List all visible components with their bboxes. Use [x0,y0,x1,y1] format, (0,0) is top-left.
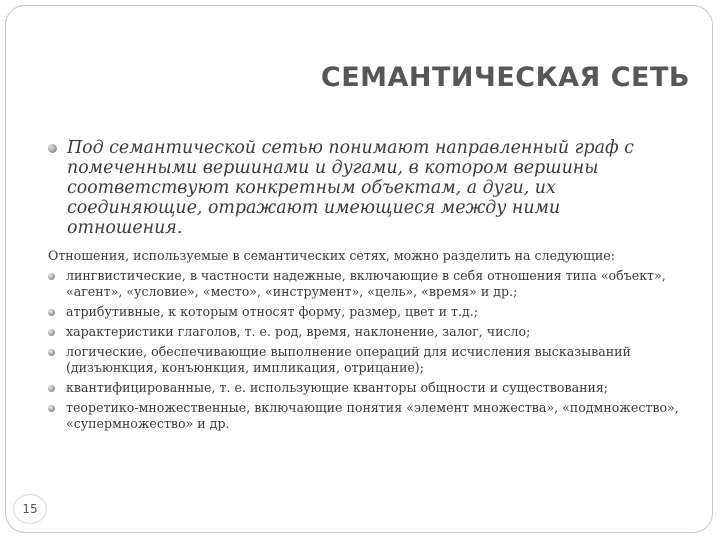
bullet-icon [48,349,55,356]
bullet-icon [48,309,55,316]
list-item-text: квантифицированные, т. е. использующие кванторы общности и существования; [66,380,609,395]
bullet-icon [48,273,55,280]
list-item [48,268,698,300]
main-point-text: Под семантической сетью понимают направленный граф с помеченными вершинами и дугами, в котором вершины соответствуют конкретным объектам, а дуги, их соединяющие, отражают имеющиеся между ними отношения. [67,138,634,238]
bullet-icon [48,385,55,392]
slide-title: СЕМАНТИЧЕСКАЯ СЕТЬ [320,62,690,93]
relations-list [48,268,698,436]
relations-intro: Отношения, используемые в семантических сетях, можно разделить на следующие: [48,248,615,263]
page-number: 15 [13,494,47,524]
list-item [48,344,698,376]
list-item-text: атрибутивные, к которым относят форму, размер, цвет и т.д.; [66,304,478,319]
list-item [48,380,698,396]
main-bullet-point [48,138,688,238]
list-item-text: характеристики глаголов, т. е. род, время, наклонение, залог, число; [66,324,531,339]
list-item-text: логические, обеспечивающие выполнение операций для исчисления высказываний (дизъюнкция, конъюнкция, импликация, отрицание); [66,344,631,375]
bullet-icon [48,329,55,336]
list-item [48,324,698,340]
list-item [48,304,698,320]
list-item-text: теоретико-множественные, включающие понятия «элемент множества», «подмножество», «супермножество» и др. [66,400,679,431]
bullet-icon [48,405,55,412]
bullet-icon [48,144,57,153]
list-item-text: лингвистические, в частности надежные, включающие в себя отношения типа «объект», «агент», «условие», «место», «инструмент», «цель», «время» и др.; [66,268,666,299]
list-item [48,400,698,432]
